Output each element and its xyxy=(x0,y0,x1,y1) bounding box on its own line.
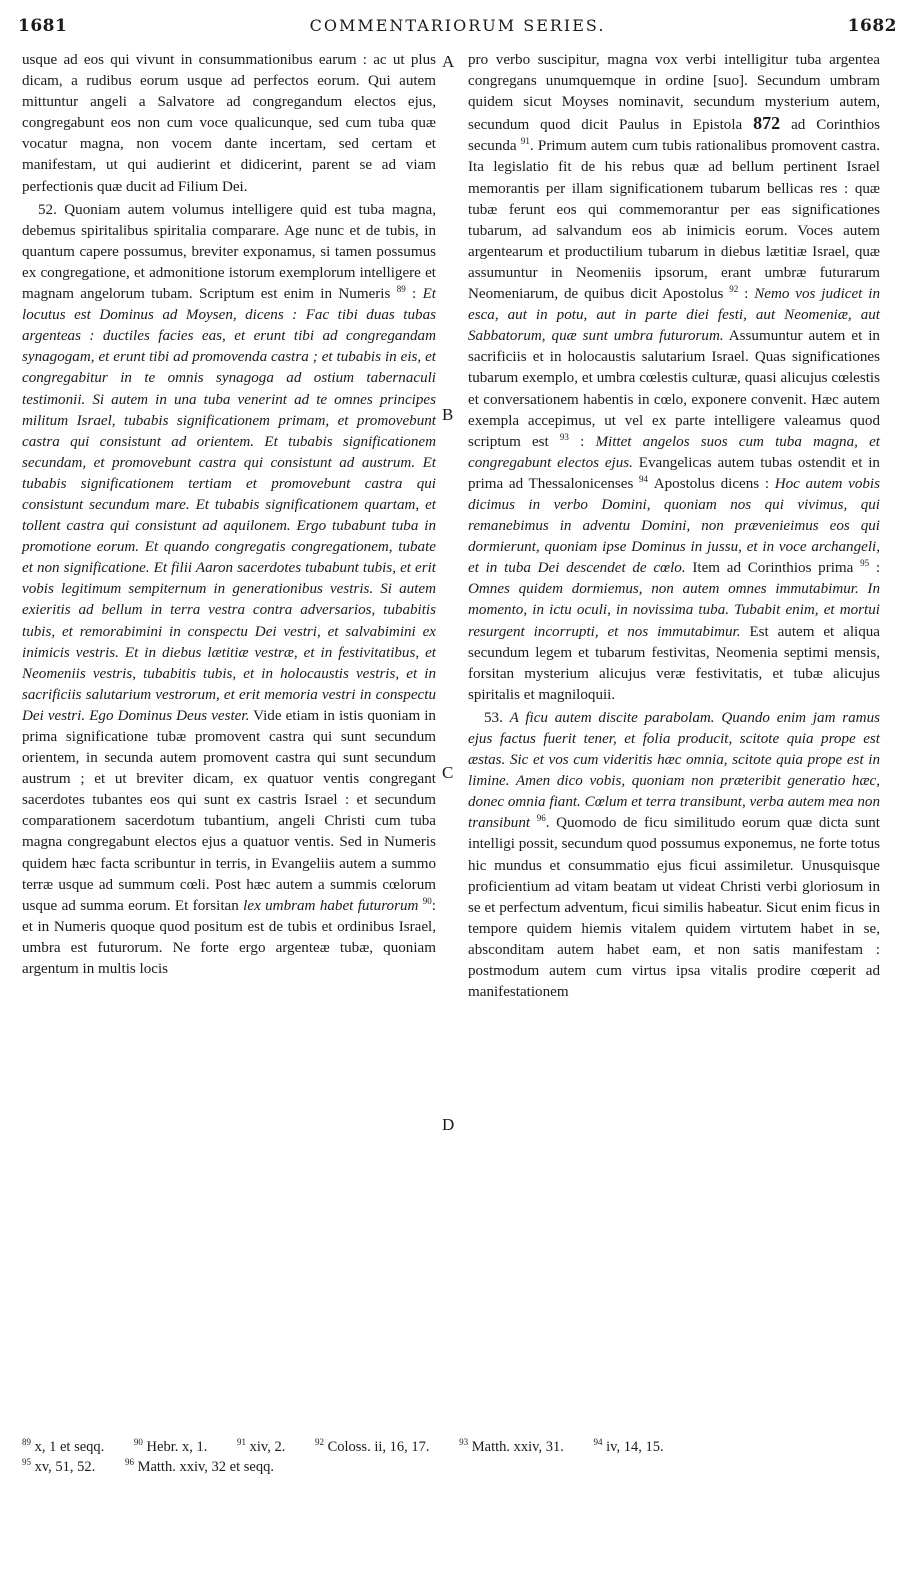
footnotes xyxy=(22,1437,885,1477)
footnote-ref: 90 xyxy=(422,895,432,906)
footnote: $^{94}$ iv, 14, 15. xyxy=(593,1437,664,1455)
scripture-quote: Nemo vos judicet in esca, aut in potu, aut in parte diei festi, aut Neomeniæ, aut Sabbatorum, quæ sunt umbra futurorum. xyxy=(468,286,880,345)
scripture-quote: Mittet angelos suos cum tuba magna, et congregabunt electos ejus. xyxy=(468,433,880,471)
footnote-ref: 92 xyxy=(729,284,739,294)
footnote: $^{95}$ xv, 51, 52. xyxy=(22,1457,96,1475)
footnote-ref: 94 xyxy=(639,473,649,484)
footnote-ref: 96 xyxy=(536,813,546,824)
scripture-quote: A ficu autem discite parabolam. Quando enim jam ramus ejus factus fuerit tener, et folia producit, scitote quia prope est æstas. Sic et vos cum videritis hæc omnia, scitote quia prope est in limine. Amen dico vobis, quoniam non præteribit generatio hæc, donec omnia fiant. Cœlum et terra transibunt, verba autem mea non transibunt xyxy=(468,709,880,832)
margin-marker-a: A xyxy=(442,52,455,71)
paragraph: pro verbo suscipitur, magna vox verbi intelligitur tuba argentea congregans unumquemque in ordine [suo]. Secundum umbram quidem sicut Moyses nominavit, secundum mysterium autem, secundum quod dicit Paulus in Epistola 872 ad Corinthios secunda $^{91}$. Primum autem cum tubis rationalibus promovent castra. Ita legislatio fit de his rebus quæ ad bellum pertinent Israel memorantis per illam significationem tubarum bellicas res : quæ tubæ ferunt eos qui commemorantur per eas significationes tubarum, ad salvandum eos ab inimicis eorum. Voces autem argentearum et productilium tubarum in diebus lætitiæ Israel, quæ assumuntur in Neomeniis ipsorum, erant umbræ futurarum Neomeniarum, de quibus dicit Apostolus $^{92}$ : Nemo vos judicet in esca, aut in potu, aut in parte diei festi, aut Neomeniæ, aut Sabbatorum, quæ sunt umbra futurorum. Assumuntur autem et in sacrificiis et in holocaustis salutarium Israel. Quas significationes tubarum exemplo, et umbra cœlestis culturæ, quasi alicujus cœlestis et conversationem habentis in cœlo, exponere convenit. Hæc autem exempla accepimus, ut vel ex parte intelligere valeamus quod scriptum est $^{93}$ : Mittet angelos suos cum tuba magna, et congregabunt electos ejus. Evangelicas autem tubas ostendit et in prima ad Thessalonicenses $^{94}$ Apostolus dicens : Hoc autem vobis dicimus in verbo Domini, quoniam nos qui vivimus, qui remanebimus in adventu Domini, non prævenieimus eos qui dormierunt, quoniam ipse Dominus in jussu, et in voce archangeli, et in tuba Dei descendet de cœlo. Item ad Corinthios prima $^{95}$ : Omnes quidem dormiemus, non autem omnes immutabimur. In momento, in ictu oculi, in novissima tuba. Tubabit enim, et mortui resurgent incorrupti, et nos immutabimur. Est autem et aliqua secundum legem et tubarum festivitas, Neomenia septimi mensis, forsitan mysterium alicujus veræ festivitatis, et tubæ alicujus spiritalis et magniloquii. xyxy=(468,52,881,703)
footnote: $^{89}$ x, 1 et seqq. xyxy=(22,1437,105,1455)
paragraph-53: 53. A ficu autem discite parabolam. Quando enim jam ramus ejus factus fuerit tener, et folia producit, scitote quia prope est æstas. Sic et vos cum videritis hæc omnia, scitote quia prope est in limine. Amen dico vobis, quoniam non præteribit generatio hæc, donec omnia fiant. Cœlum et terra transibunt, verba autem mea non transibunt $^{96}$. Quomodo de ficu similitudo eorum quæ dicta sunt intelligi possit, secundum quod possumus exponemus, ne forte totus hic mundus et consummatio ejus ficui assimiletur. Unusquisque proficientium ad vitam beatam ut videat Christi verbi gloriosum in se et perfectum adventum, ficui similis habeatur. Sicut enim ficus in tempore quidem hiemis vitalem quidem virtutem habet in se, absconditam autem habet eam, et non satis manifestam : postmodum autem cum virtus ipsa vitalis prodire cœperit ad manifestationem xyxy=(468,709,880,1001)
column-number: 872 xyxy=(753,113,781,134)
footnote: $^{91}$ xiv, 2. xyxy=(236,1437,286,1455)
scripture-quote: lex umbram habet futurorum xyxy=(243,897,419,914)
margin-marker-b: B xyxy=(442,405,454,424)
page-number-right: 1682 xyxy=(847,16,897,36)
scripture-quote: Hoc autem vobis dicimus in verbo Domini, quoniam nos qui vivimus, qui remanebimus in adventu Domini, non prævenieimus eos qui dormierunt, quoniam ipse Dominus in jussu, et in voce archangeli, et in tuba Dei descendet de cœlo. xyxy=(468,475,880,577)
footnote: $^{93}$ Matth. xxiv, 31. xyxy=(459,1437,564,1455)
margin-marker-d: D xyxy=(442,1115,455,1134)
footnote: $^{96}$ Matth. xxiv, 32 et seqq. xyxy=(124,1457,274,1475)
footnote-line xyxy=(22,1457,885,1477)
scripture-quote: Et locutus est Dominus ad Moysen, dicens : Fac tibi duas tubas argenteas : ductiles facies eas, et erunt tibi ad congregandam synagogam, et erunt tibi ad promovenda castra ; et tubabis in eis, et congregabitur in te omnis synagoga ad ostium tabernaculi testimonii. Si autem in una tuba venerint ad te omnes principes militum Israel, tubabis significationem primam, et promovebunt castra qui consistunt ad orientem. Et tubabis significationem secundam, et promovebunt castra qui consistunt ad austrum. Et tubabis significationem tertiam et promovebunt castra qui consistunt secundum mare. Et tubabis significationem quartam, et tollent castra qui consistunt ad aquilonem. Ergo tubabunt tuba in promotione eorum. Et quando congregatis congregationem, tubate et non significatione. Et filii Aaron sacerdotes tubabunt tubis, et erit vobis legitimum sempiternum in generationibus vestris. Si autem exieritis ad bellum in terra vestra contra adversarios, tubabitis tubis, et remorabimini in conspectu Dei vestri, et salvabimini ex inimicis vestris. Et in diebus lætitiæ vestræ, et in festivitatibus, et Neomeniis vestris, tubabitis tubis, et in holocaustis vestris, et in sacrificiis salutarium vestrorum, et erit memoria vestri in conspectu Dei vestri. Ego Dominus Deus vester. xyxy=(22,286,436,724)
footnote-ref: 89 xyxy=(396,284,406,294)
footnote-line xyxy=(22,1437,885,1457)
right-column xyxy=(468,50,880,1003)
left-column xyxy=(22,50,436,980)
footnote: $^{90}$ Hebr. x, 1. xyxy=(133,1437,208,1455)
footnote-ref: 93 xyxy=(559,431,569,442)
footnote-ref: 95 xyxy=(860,558,870,569)
paragraph-52: 52. Quoniam autem volumus intelligere quid est tuba magna, debemus spiritalibus spiritalia comparare. Age nunc et de tubis, in quantum capere possumus, breviter exponamus, si tamen possumus ex congregatione, et admonitione istorum exemplorum intelligere et magnam angelorum tubam. Scriptum est enim in Numeris $^{89}$ : Et locutus est Dominus ad Moysen, dicens : Fac tibi duas tubas argenteas : ductiles facies eas, et erunt tibi ad congregandam synagogam, et erunt tibi ad promovenda castra ; et tubabis in eis, et congregabitur in te omnis synagoga ad ostium tabernaculi testimonii. Si autem in una tuba venerint ad te omnes principes militum Israel, tubabis significationem primam, et promovebunt castra qui consistunt ad orientem. Et tubabis significationem secundam, et promovebunt castra qui consistunt ad austrum. Et tubabis significationem tertiam et promovebunt castra qui consistunt secundum mare. Et tubabis significationem quartam, et tollent castra qui consistunt ad aquilonem. Ergo tubabunt tuba in promotione eorum. Et quando congregatis congregationem, tubate et non significatione. Et filii Aaron sacerdotes tubabunt tubis, et erit vobis legitimum sempiternum in generationibus vestris. Si autem exieritis ad bellum in terra vestra contra adversarios, tubabitis tubis, et remorabimini in conspectu Dei vestri, et salvabimini ex inimicis vestris. Et in diebus lætitiæ vestræ, et in festivitatibus, et Neomeniis vestris, tubabitis tubis, et in holocaustis vestris, et in sacrificiis salutarium vestrorum, et erit memoria vestri in conspectu Dei vestri. Ego Dominus Deus vester. Vide etiam in istis quoniam in prima significatione tubæ promovent castra qui sunt secundum orientem, in secunda autem promovent castra qui sunt secundum austrum ; et ut breviter dicam, ex quatuor ventis congregant sacerdotes tubantes eos qui sunt ex castris Israel : et secundum comparationem sacerdotum tubantium, angeli Christi cum tuba magna congregabunt electos ejus a quatuor ventis. Sed in Numeris quidem hæc facta scribuntur in terris, in Evangeliis autem a summo terræ usque ad summum cœli. Post hæc autem a summis cœlorum usque ad summa eorum. Et forsitan lex umbram habet futurorum $^{90}$: et in Numeris quoque quod positum est de tubis et ordinibus Israel, umbra est futurorum. Ne forte ergo argenteæ tubæ, quoniam argentum in multis locis xyxy=(22,201,436,978)
paragraph: usque ad eos qui vivunt in consummationibus earum : ac ut plus dicam, a rudibus eorum usque ad perfectos eorum. Qui autem mittuntur angeli a Salvatore ad congregandum electos ejus, congregabunt eos non cum voce qualicunque, sed cum tuba quæ vocatur magna, non vocem dante incertam, sed certam et manifestam, ut qui audierint et didicerint, parent se ad viam perfectionis quæ ducit ad Filium Dei. xyxy=(22,52,436,195)
margin-marker-c: C xyxy=(442,763,454,782)
page-header xyxy=(18,14,897,40)
footnote: $^{92}$ Coloss. ii, 16, 17. xyxy=(314,1437,430,1455)
scripture-quote: Omnes quidem dormiemus, non autem omnes immutabimur. In momento, in ictu oculi, in novissima tuba. Tubabit enim, et mortui resurgent incorrupti, et nos immutabimur. xyxy=(468,581,880,640)
footnote-ref: 91 xyxy=(520,136,530,147)
page-number-left: 1681 xyxy=(18,16,68,36)
running-title: COMMENTARIORUM SERIES. xyxy=(309,16,606,35)
